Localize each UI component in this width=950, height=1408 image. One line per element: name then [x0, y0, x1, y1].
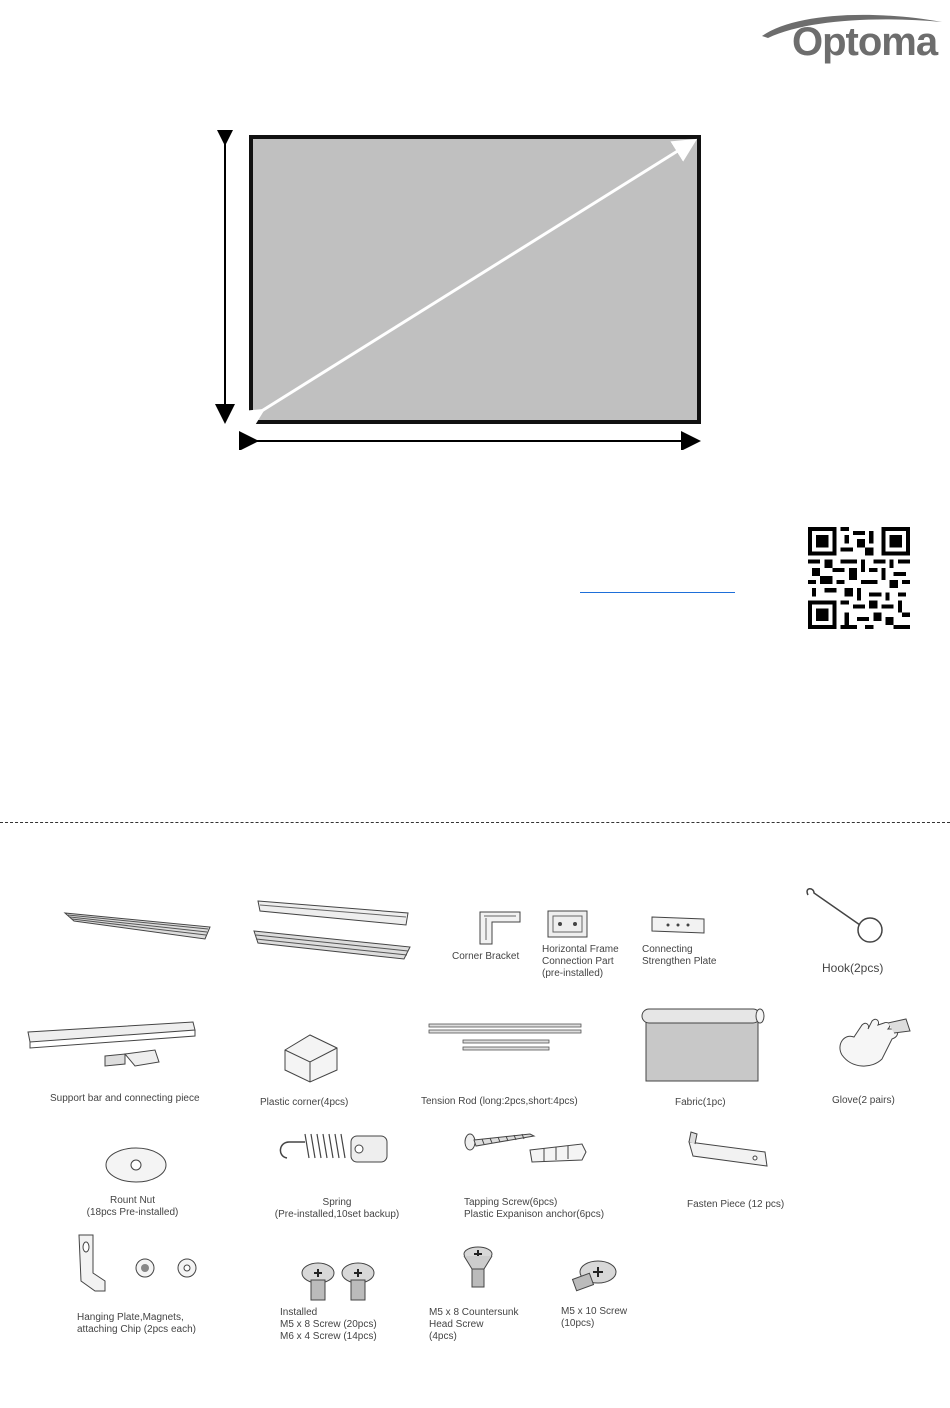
hanging-plate-image — [75, 1233, 205, 1293]
label-m5x10-screw: M5 x 10 Screw (10pcs) — [561, 1306, 628, 1329]
frame-bars-pair-image — [250, 895, 415, 965]
label-support-bar: Support bar and connecting piece — [50, 1093, 200, 1104]
m5x10-screw-image — [568, 1258, 623, 1300]
label-glove: Glove(2 pairs) — [832, 1095, 895, 1106]
label-tapping-screw: Tapping Screw(6pcs) Plastic Expanison anchor(6pcs) — [464, 1197, 605, 1220]
tapping-screw-image — [462, 1130, 592, 1165]
label-corner-bracket: Corner Bracket — [452, 951, 520, 962]
label-hanging-plate: Hanging Plate,Magnets, attaching Chip (2pcs each) — [77, 1312, 196, 1335]
label-hook: Hook(2pcs) — [822, 961, 884, 975]
label-horizontal-frame: Horizontal Frame Connection Part (pre-installed) — [542, 944, 619, 979]
tension-rod-image — [425, 1020, 585, 1055]
support-bar-image — [25, 1020, 200, 1075]
horizontal-frame-connection-image — [545, 908, 590, 940]
label-fabric: Fabric(1pc) — [675, 1097, 726, 1108]
plastic-corner-image — [275, 1030, 345, 1085]
rount-nut-image — [103, 1145, 169, 1185]
corner-bracket-image — [470, 908, 525, 948]
screen-size-diagram — [210, 130, 710, 450]
label-spring: Spring (Pre-installed,10set backup) — [274, 1197, 400, 1220]
fasten-piece-image — [685, 1128, 775, 1170]
countersunk-screw-image — [458, 1245, 498, 1290]
optoma-logo — [756, 8, 946, 78]
fabric-image — [638, 1005, 768, 1085]
label-installed-screws: Installed M5 x 8 Screw (20pcs) M6 x 4 Screw (14pcs) — [280, 1307, 377, 1342]
section-divider — [0, 822, 950, 823]
hook-image — [800, 885, 890, 945]
connecting-plate-image — [648, 913, 708, 937]
label-rount-nut: Rount Nut (18pcs Pre-installed) — [86, 1195, 179, 1218]
label-connecting-plate: Connecting Strengthen Plate — [642, 944, 717, 967]
frame-bar-image — [60, 905, 215, 945]
installed-screws-image — [296, 1258, 386, 1303]
label-tension-rod: Tension Rod (long:2pcs,short:4pcs) — [421, 1096, 578, 1107]
hyperlink-underline[interactable] — [580, 592, 735, 593]
logo-wordmark: Optoma — [792, 20, 938, 64]
label-plastic-corner: Plastic corner(4pcs) — [260, 1097, 349, 1108]
qr-code — [808, 527, 910, 629]
glove-image — [832, 1015, 912, 1075]
label-fasten-piece: Fasten Piece (12 pcs) — [687, 1199, 785, 1210]
label-countersunk-screw: M5 x 8 Countersunk Head Screw (4pcs) — [429, 1307, 519, 1342]
spring-image — [275, 1128, 395, 1173]
